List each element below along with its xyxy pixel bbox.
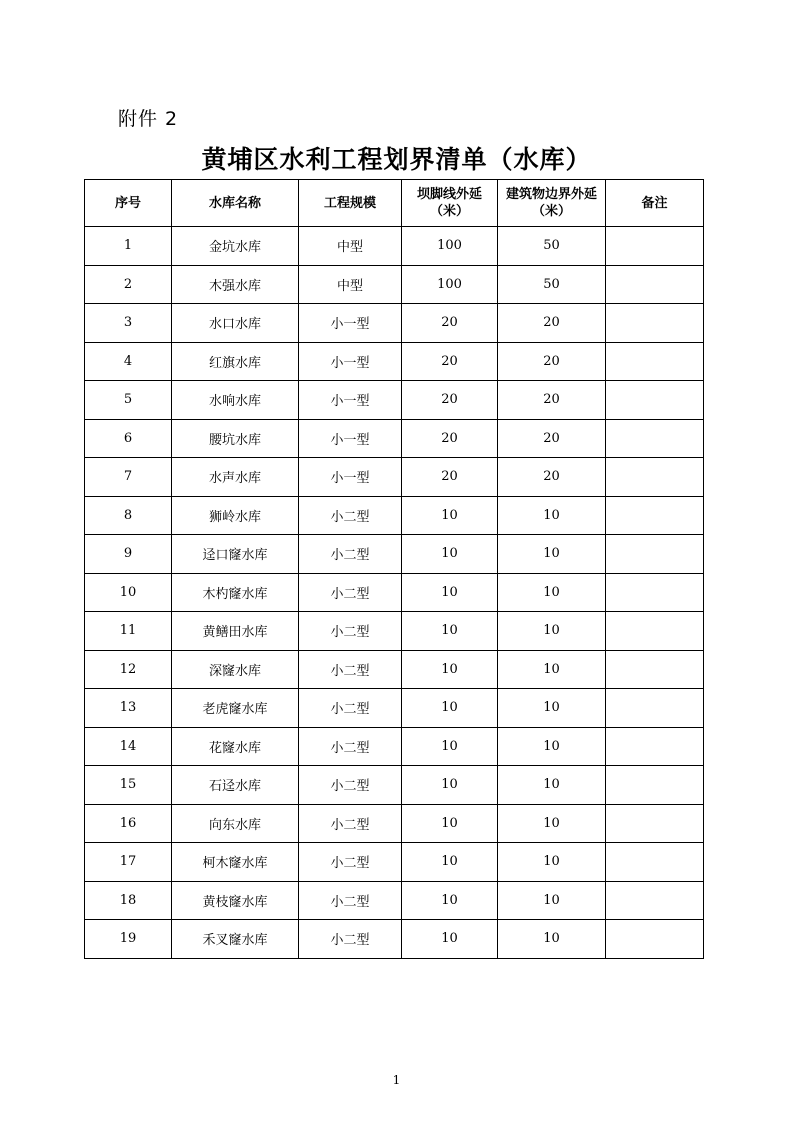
cell-building: 10 xyxy=(498,843,606,882)
table-row xyxy=(85,419,704,458)
cell-index: 14 xyxy=(85,727,172,766)
cell-name: 红旗水库 xyxy=(172,342,299,381)
header-name: 水库名称 xyxy=(172,180,299,227)
cell-building: 10 xyxy=(498,881,606,920)
cell-name: 老虎窿水库 xyxy=(172,689,299,728)
cell-building: 10 xyxy=(498,612,606,651)
cell-dam-line: 10 xyxy=(402,766,498,805)
table-row xyxy=(85,727,704,766)
cell-remark xyxy=(606,650,704,689)
cell-building: 50 xyxy=(498,265,606,304)
cell-scale: 小一型 xyxy=(299,342,402,381)
cell-building: 20 xyxy=(498,304,606,343)
cell-dam-line: 10 xyxy=(402,804,498,843)
cell-dam-line: 10 xyxy=(402,573,498,612)
cell-remark xyxy=(606,881,704,920)
table-row xyxy=(85,227,704,266)
cell-dam-line: 10 xyxy=(402,727,498,766)
cell-index: 12 xyxy=(85,650,172,689)
cell-dam-line: 10 xyxy=(402,843,498,882)
cell-scale: 中型 xyxy=(299,265,402,304)
cell-scale: 小二型 xyxy=(299,496,402,535)
cell-index: 18 xyxy=(85,881,172,920)
cell-index: 1 xyxy=(85,227,172,266)
cell-index: 5 xyxy=(85,381,172,420)
cell-name: 木杓窿水库 xyxy=(172,573,299,612)
cell-name: 黄枝窿水库 xyxy=(172,881,299,920)
cell-name: 水响水库 xyxy=(172,381,299,420)
cell-scale: 小二型 xyxy=(299,650,402,689)
cell-dam-line: 20 xyxy=(402,381,498,420)
header-building xyxy=(498,180,606,227)
table-row xyxy=(85,342,704,381)
cell-scale: 小二型 xyxy=(299,727,402,766)
table-row xyxy=(85,496,704,535)
cell-building: 20 xyxy=(498,381,606,420)
cell-scale: 小一型 xyxy=(299,381,402,420)
table-row xyxy=(85,612,704,651)
cell-building: 20 xyxy=(498,419,606,458)
cell-index: 9 xyxy=(85,535,172,574)
page-number: 1 xyxy=(392,1073,401,1087)
cell-name: 向东水库 xyxy=(172,804,299,843)
cell-building: 10 xyxy=(498,573,606,612)
cell-scale: 小二型 xyxy=(299,881,402,920)
table-row xyxy=(85,804,704,843)
cell-scale: 小二型 xyxy=(299,843,402,882)
cell-index: 11 xyxy=(85,612,172,651)
cell-scale: 中型 xyxy=(299,227,402,266)
cell-remark xyxy=(606,496,704,535)
cell-dam-line: 20 xyxy=(402,342,498,381)
table-row xyxy=(85,766,704,805)
header-dam-line-unit: （米） xyxy=(429,204,469,219)
cell-name: 木强水库 xyxy=(172,265,299,304)
cell-remark xyxy=(606,573,704,612)
cell-dam-line: 20 xyxy=(402,304,498,343)
cell-index: 6 xyxy=(85,419,172,458)
table-header-row xyxy=(85,180,704,227)
cell-index: 10 xyxy=(85,573,172,612)
header-dam-line xyxy=(402,180,498,227)
cell-scale: 小一型 xyxy=(299,419,402,458)
cell-name: 水口水库 xyxy=(172,304,299,343)
table-row xyxy=(85,458,704,497)
table-row xyxy=(85,689,704,728)
table-body xyxy=(85,227,704,959)
cell-name: 黄鳝田水库 xyxy=(172,612,299,651)
cell-index: 2 xyxy=(85,265,172,304)
cell-index: 16 xyxy=(85,804,172,843)
cell-index: 7 xyxy=(85,458,172,497)
cell-building: 10 xyxy=(498,689,606,728)
table-row xyxy=(85,920,704,959)
header-building-unit: （米） xyxy=(531,204,571,219)
cell-building: 10 xyxy=(498,535,606,574)
cell-remark xyxy=(606,342,704,381)
cell-dam-line: 20 xyxy=(402,419,498,458)
cell-dam-line: 10 xyxy=(402,881,498,920)
cell-scale: 小一型 xyxy=(299,458,402,497)
cell-dam-line: 10 xyxy=(402,612,498,651)
attachment-label: 附件 2 xyxy=(118,108,179,130)
cell-scale: 小二型 xyxy=(299,920,402,959)
cell-remark xyxy=(606,727,704,766)
table-row xyxy=(85,381,704,420)
cell-index: 3 xyxy=(85,304,172,343)
cell-scale: 小二型 xyxy=(299,612,402,651)
cell-scale: 小二型 xyxy=(299,535,402,574)
cell-remark xyxy=(606,381,704,420)
cell-remark xyxy=(606,804,704,843)
cell-scale: 小二型 xyxy=(299,689,402,728)
cell-building: 20 xyxy=(498,458,606,497)
cell-name: 金坑水库 xyxy=(172,227,299,266)
cell-dam-line: 100 xyxy=(402,227,498,266)
reservoir-table xyxy=(84,179,704,959)
cell-name: 柯木窿水库 xyxy=(172,843,299,882)
cell-remark xyxy=(606,535,704,574)
cell-scale: 小二型 xyxy=(299,766,402,805)
table-row xyxy=(85,535,704,574)
cell-index: 17 xyxy=(85,843,172,882)
cell-building: 10 xyxy=(498,804,606,843)
cell-building: 10 xyxy=(498,496,606,535)
cell-building: 10 xyxy=(498,766,606,805)
cell-name: 石迳水库 xyxy=(172,766,299,805)
cell-remark xyxy=(606,689,704,728)
cell-remark xyxy=(606,419,704,458)
cell-building: 10 xyxy=(498,920,606,959)
header-index: 序号 xyxy=(85,180,172,227)
table-row xyxy=(85,304,704,343)
cell-dam-line: 10 xyxy=(402,689,498,728)
cell-remark xyxy=(606,265,704,304)
table-row xyxy=(85,650,704,689)
header-building-label: 建筑物边界外延 xyxy=(505,187,597,202)
cell-remark xyxy=(606,612,704,651)
header-remark: 备注 xyxy=(606,180,704,227)
cell-remark xyxy=(606,843,704,882)
cell-index: 19 xyxy=(85,920,172,959)
table-row xyxy=(85,881,704,920)
cell-dam-line: 10 xyxy=(402,535,498,574)
cell-index: 13 xyxy=(85,689,172,728)
cell-building: 10 xyxy=(498,650,606,689)
cell-name: 腰坑水库 xyxy=(172,419,299,458)
cell-name: 禾叉窿水库 xyxy=(172,920,299,959)
cell-remark xyxy=(606,920,704,959)
cell-name: 水声水库 xyxy=(172,458,299,497)
cell-name: 深窿水库 xyxy=(172,650,299,689)
cell-scale: 小一型 xyxy=(299,304,402,343)
cell-remark xyxy=(606,227,704,266)
cell-building: 20 xyxy=(498,342,606,381)
table-row xyxy=(85,573,704,612)
cell-remark xyxy=(606,304,704,343)
table-row xyxy=(85,265,704,304)
table-row xyxy=(85,843,704,882)
header-dam-line-label: 坝脚线外延 xyxy=(416,187,482,202)
page-title: 黄埔区水利工程划界清单（水库） xyxy=(201,145,592,174)
cell-dam-line: 10 xyxy=(402,920,498,959)
cell-index: 4 xyxy=(85,342,172,381)
cell-name: 迳口窿水库 xyxy=(172,535,299,574)
cell-remark xyxy=(606,766,704,805)
cell-scale: 小二型 xyxy=(299,573,402,612)
cell-building: 10 xyxy=(498,727,606,766)
header-scale: 工程规模 xyxy=(299,180,402,227)
cell-dam-line: 10 xyxy=(402,650,498,689)
cell-dam-line: 20 xyxy=(402,458,498,497)
cell-name: 花窿水库 xyxy=(172,727,299,766)
cell-building: 50 xyxy=(498,227,606,266)
cell-dam-line: 10 xyxy=(402,496,498,535)
cell-name: 狮岭水库 xyxy=(172,496,299,535)
cell-index: 15 xyxy=(85,766,172,805)
cell-remark xyxy=(606,458,704,497)
cell-scale: 小二型 xyxy=(299,804,402,843)
cell-index: 8 xyxy=(85,496,172,535)
cell-dam-line: 100 xyxy=(402,265,498,304)
